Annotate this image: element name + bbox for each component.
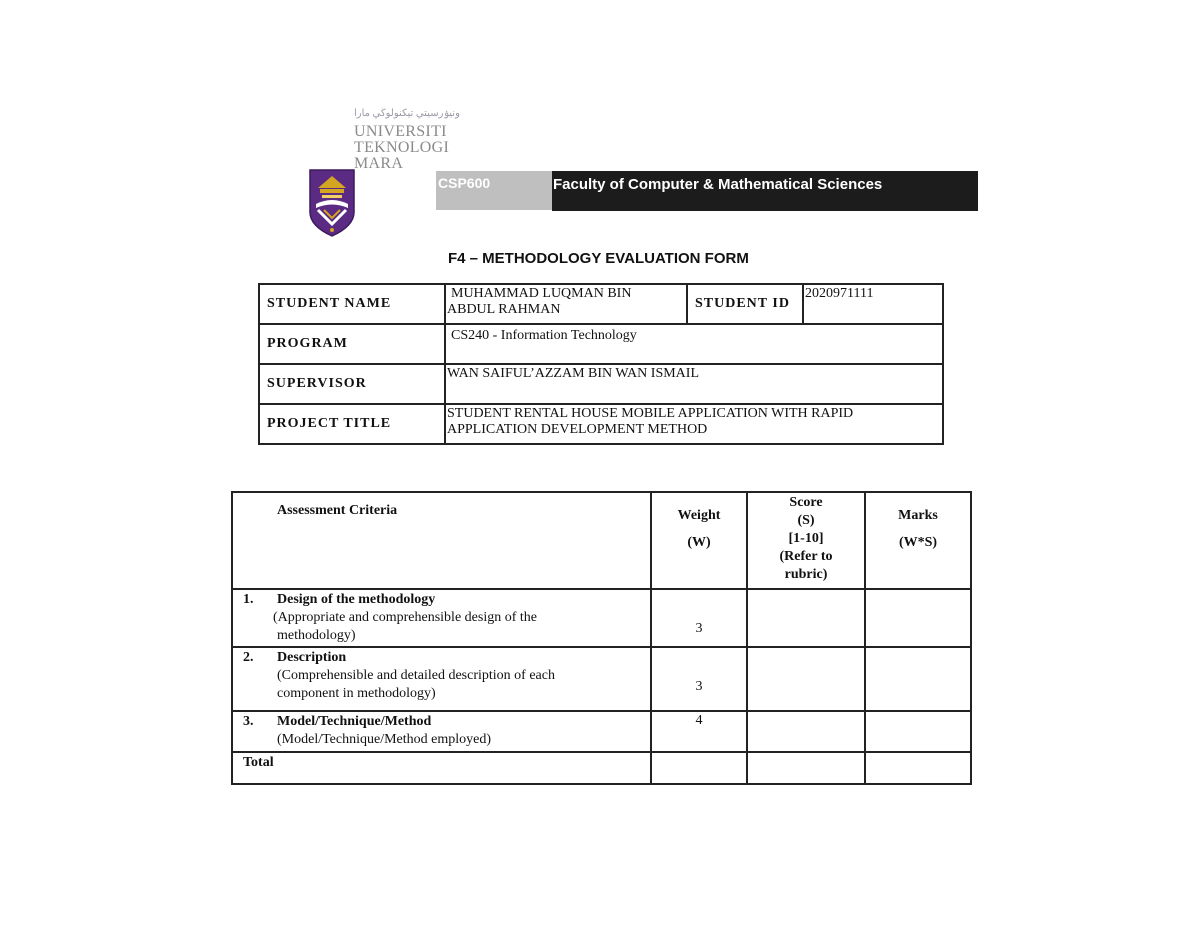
criteria-3-score-cell[interactable] (747, 711, 865, 752)
marks-header-line-1: Marks (898, 508, 938, 523)
student-name-label: STUDENT NAME (259, 284, 445, 324)
criteria-1-title: Design of the methodology (277, 592, 436, 607)
criteria-header: Assessment Criteria (232, 492, 651, 589)
student-id-label: STUDENT ID (687, 284, 803, 324)
criteria-2-marks-cell[interactable] (865, 647, 971, 711)
total-row (232, 752, 971, 784)
criteria-2-desc-2: component in methodology) (277, 686, 436, 701)
project-title-line-2: APPLICATION DEVELOPMENT METHOD (447, 422, 708, 437)
criteria-row-1 (232, 589, 971, 647)
criteria-1-marks-cell[interactable] (865, 589, 971, 647)
criteria-1-weight: 3 (651, 589, 747, 647)
criteria-1-desc-2: methodology) (277, 628, 356, 643)
student-name-value (445, 284, 687, 324)
project-title-value (445, 404, 943, 444)
score-header-line-4: (Refer to (779, 549, 833, 564)
program-value: CS240 - Information Technology (445, 324, 943, 364)
criteria-2-cell (232, 647, 651, 711)
marks-header-line-2: (W*S) (898, 535, 938, 550)
criteria-row-2 (232, 647, 971, 711)
supervisor-value: WAN SAIFUL’AZZAM BIN WAN ISMAIL (445, 364, 943, 404)
criteria-2-title: Description (277, 650, 347, 665)
supervisor-row (259, 364, 943, 404)
project-title-row (259, 404, 943, 444)
marks-header (865, 492, 971, 589)
student-name-row (259, 284, 943, 324)
university-logo-text (354, 108, 460, 172)
criteria-row-3 (232, 711, 971, 752)
faculty-banner: Faculty of Computer & Mathematical Sciences (552, 171, 978, 211)
score-header-line-5: rubric) (784, 567, 828, 582)
criteria-2-score-cell[interactable] (747, 647, 865, 711)
score-header (747, 492, 865, 589)
criteria-3-title: Model/Technique/Method (277, 714, 432, 729)
form-title: F4 – METHODOLOGY EVALUATION FORM (448, 250, 749, 267)
assessment-table (231, 491, 972, 785)
project-title-label: PROJECT TITLE (259, 404, 445, 444)
logo-line-1: UNIVERSITI (354, 123, 447, 140)
total-marks-cell[interactable] (865, 752, 971, 784)
score-header-line-3: [1-10] (788, 531, 824, 546)
supervisor-label: SUPERVISOR (259, 364, 445, 404)
score-header-line-1: Score (789, 495, 823, 510)
program-row (259, 324, 943, 364)
score-header-line-2: (S) (797, 513, 815, 528)
criteria-3-number: 3. (243, 714, 254, 729)
logo-jawi-text: ونيۏرسيتي تيكنولوڬي مارا (354, 108, 460, 119)
logo-line-2: TEKNOLOGI (354, 139, 450, 156)
criteria-3-cell (232, 711, 651, 752)
course-code-label: CSP600 (436, 171, 552, 210)
total-weight-cell (651, 752, 747, 784)
student-id-value: 2020971111 (803, 284, 943, 324)
criteria-1-score-cell[interactable] (747, 589, 865, 647)
weight-header-line-2: (W) (687, 535, 711, 550)
criteria-2-weight: 3 (651, 647, 747, 711)
criteria-3-weight: 4 (651, 711, 747, 752)
criteria-2-number: 2. (243, 650, 254, 665)
student-name-line-2: ABDUL RAHMAN (447, 302, 561, 317)
weight-header (651, 492, 747, 589)
program-label: PROGRAM (259, 324, 445, 364)
total-score-cell[interactable] (747, 752, 865, 784)
logo-line-3: MARA (354, 155, 404, 172)
criteria-1-number: 1. (243, 592, 254, 607)
criteria-1-cell (232, 589, 651, 647)
criteria-3-marks-cell[interactable] (865, 711, 971, 752)
criteria-3-desc-1: (Model/Technique/Method employed) (277, 732, 492, 747)
student-info-table (258, 283, 944, 445)
university-crest-icon (306, 168, 358, 238)
total-label: Total (232, 752, 651, 784)
criteria-1-desc-1: (Appropriate and comprehensible design of the (273, 610, 537, 625)
project-title-line-1: STUDENT RENTAL HOUSE MOBILE APPLICATION WITH RAPID (447, 406, 854, 421)
criteria-2-desc-1: (Comprehensible and detailed description of each (277, 668, 555, 683)
student-name-line-1: MUHAMMAD LUQMAN BIN (451, 286, 632, 301)
weight-header-line-1: Weight (677, 508, 721, 523)
assessment-header-row (232, 492, 971, 589)
